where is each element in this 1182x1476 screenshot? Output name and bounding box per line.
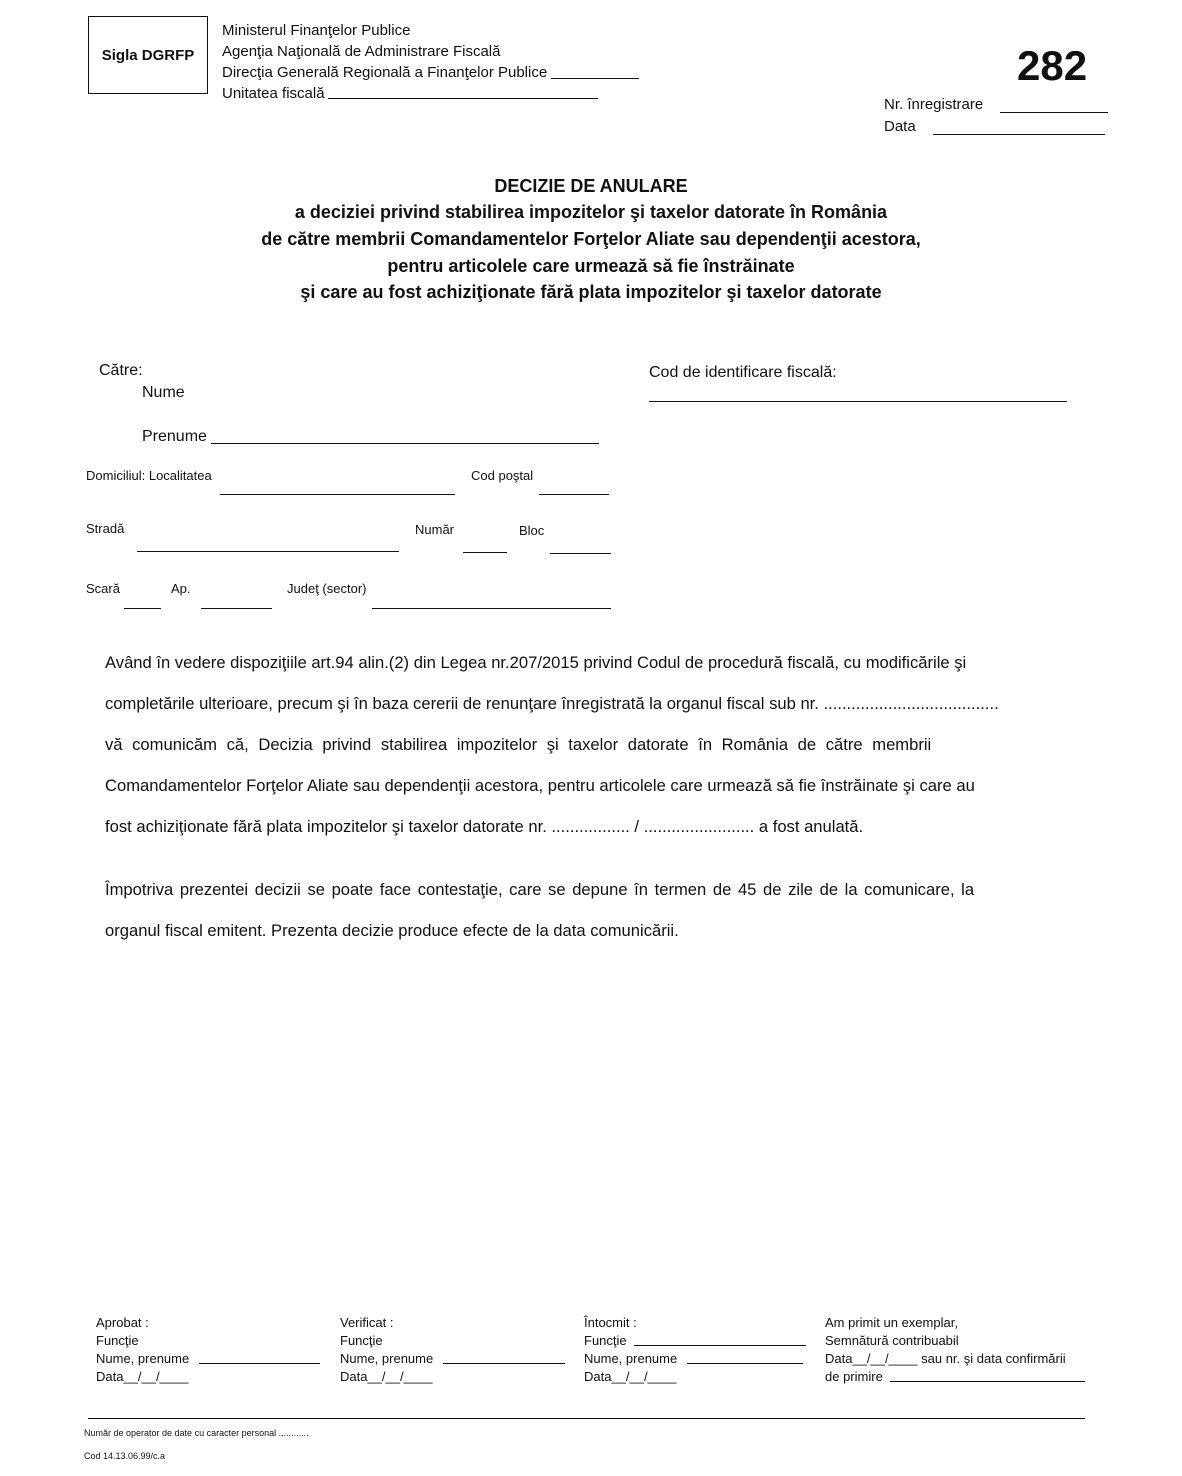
county-label: Judeţ (sector) xyxy=(287,581,367,596)
receipt-field[interactable] xyxy=(890,1381,1085,1382)
approved-date: Data__/__/____ xyxy=(96,1369,189,1384)
drafted-function: Funcţie xyxy=(584,1333,627,1348)
verified-heading: Verificat : xyxy=(340,1315,394,1330)
document-subtitle-line4: şi care au fost achiziţionate fără plata impozitelor şi taxelor datorate xyxy=(300,282,882,302)
staircase-label: Scară xyxy=(86,581,120,596)
form-number: 282 xyxy=(1017,42,1088,89)
verified-function: Funcţie xyxy=(340,1333,383,1348)
approved-block xyxy=(96,1314,189,1386)
approved-function: Funcţie xyxy=(96,1333,139,1348)
paragraph1-line3: vă comunicăm că, Decizia privind stabilirea impozitelor şi taxelor datorate în România de către membrii xyxy=(105,735,932,754)
verified-name: Nume, prenume xyxy=(340,1351,434,1366)
drafted-heading: Întocmit : xyxy=(584,1315,637,1330)
staircase-field[interactable] xyxy=(124,608,161,609)
paragraph1-line5: fost achiziţionate fără plata impozitelor şi taxelor datorate nr. ................. / ........................ a fost anulată. xyxy=(105,817,864,836)
apartment-label: Ap. xyxy=(171,581,191,596)
paragraph2-line1: Împotriva prezentei decizii se poate face contestaţie, care se depune în termen de 45 de zile de la comunicare, la xyxy=(105,880,975,899)
verified-block xyxy=(340,1314,433,1386)
agency-name: Agenţia Naţională de Administrare Fiscală xyxy=(222,43,501,60)
logo-placeholder xyxy=(88,16,208,94)
verified-date: Data__/__/____ xyxy=(340,1369,433,1384)
document-subtitle-line3: pentru articolele care urmează să fie înstrăinate xyxy=(387,256,795,276)
locality-field[interactable] xyxy=(220,494,455,495)
approved-name: Nume, prenume xyxy=(96,1351,190,1366)
number-field[interactable] xyxy=(463,552,507,553)
verified-name-field[interactable] xyxy=(443,1363,565,1364)
form-code: Cod 14.13.06.99/c.a xyxy=(84,1451,166,1461)
name-label: Nume xyxy=(142,384,185,401)
logo-label: Sigla DGRFP xyxy=(101,46,195,64)
drafted-function-field[interactable] xyxy=(634,1345,806,1346)
paragraph1-line4: Comandamentelor Forţelor Aliate sau dependenţii acestora, pentru articolele care urmează să fie înstrăinate şi care au xyxy=(105,776,975,795)
cif-label: Cod de identificare fiscală: xyxy=(649,364,837,381)
directorate-name: Direcţia Generală Regională a Finanţelor Publice xyxy=(222,64,548,81)
registration-number-field[interactable] xyxy=(1000,112,1108,113)
drafted-name-field[interactable] xyxy=(687,1363,803,1364)
directorate-field[interactable] xyxy=(551,78,639,79)
cif-field[interactable] xyxy=(649,401,1067,402)
to-label: Către: xyxy=(99,362,143,379)
footer-divider xyxy=(88,1418,1085,1419)
street-label: Stradă xyxy=(86,521,125,536)
block-label: Bloc xyxy=(519,523,545,538)
number-label: Număr xyxy=(415,522,455,537)
received-signature-label: Semnătură contribuabil xyxy=(825,1333,959,1348)
drafted-block xyxy=(584,1314,677,1386)
drafted-name: Nume, prenume xyxy=(584,1351,678,1366)
fiscal-unit-field[interactable] xyxy=(328,98,598,99)
paragraph2-line2: organul fiscal emitent. Prezenta decizie produce efecte de la data comunicării. xyxy=(105,921,679,940)
received-receipt-label: de primire xyxy=(825,1369,883,1384)
document-subtitle-line2: de către membrii Comandamentelor Forţelor Aliate sau dependenţii acestora, xyxy=(261,229,921,249)
received-heading: Am primit un exemplar, xyxy=(825,1315,958,1330)
apartment-field[interactable] xyxy=(201,608,272,609)
first-name-label: Prenume xyxy=(142,428,207,445)
registration-date-field[interactable] xyxy=(933,134,1105,135)
registration-number-label: Nr. înregistrare xyxy=(884,96,984,113)
postal-code-field[interactable] xyxy=(539,494,609,495)
registration-date-label: Data xyxy=(884,118,916,135)
received-date-line: Data__/__/____ sau nr. şi data confirmării xyxy=(825,1351,1066,1366)
postal-code-label: Cod poştal xyxy=(471,468,534,483)
block-field[interactable] xyxy=(550,553,611,554)
domicile-label: Domiciliul: Localitatea xyxy=(86,468,212,483)
drafted-date: Data__/__/____ xyxy=(584,1369,677,1384)
received-block xyxy=(825,1314,1066,1386)
street-field[interactable] xyxy=(137,551,399,552)
document-subtitle-line1: a deciziei privind stabilirea impozitelor şi taxelor datorate în România xyxy=(294,202,888,222)
approved-name-field[interactable] xyxy=(199,1363,320,1364)
fiscal-unit-label: Unitatea fiscală xyxy=(222,85,325,102)
operator-note: Număr de operator de date cu caracter personal ............ xyxy=(84,1428,309,1438)
approved-heading: Aprobat : xyxy=(96,1315,149,1330)
county-field[interactable] xyxy=(372,608,611,609)
document-title: DECIZIE DE ANULARE xyxy=(494,176,688,196)
paragraph1-line1: Având în vedere dispoziţiile art.94 alin.(2) din Legea nr.207/2015 privind Codul de procedură fiscală, cu modificările şi xyxy=(105,653,967,672)
paragraph1-line2: completările ulterioare, precum şi în baza cererii de renunţare înregistrată la organul fiscal sub nr. ...................................... xyxy=(105,694,999,713)
first-name-field[interactable] xyxy=(211,443,599,444)
ministry-name: Ministerul Finanţelor Publice xyxy=(222,22,411,39)
